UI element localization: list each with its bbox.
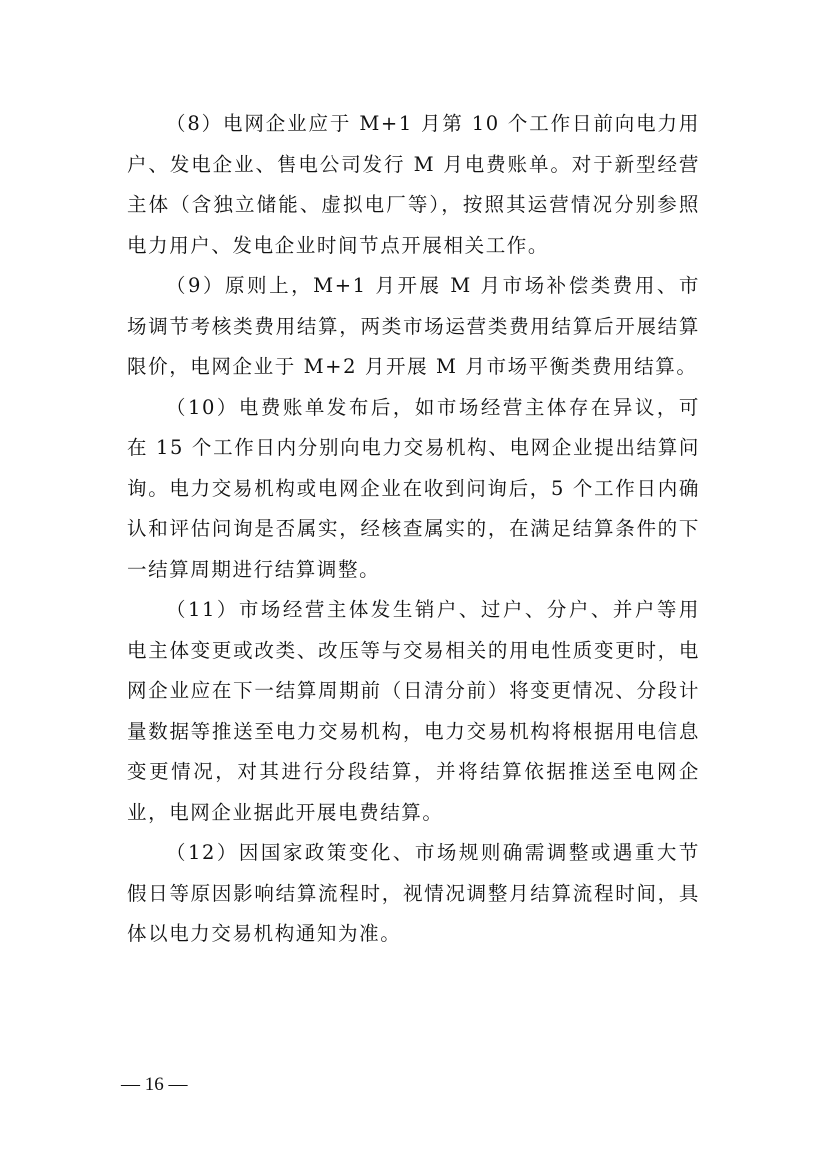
paragraph-11: （11）市场经营主体发生销户、过户、分户、并户等用电主体变更或改类、改压等与交易相关的用电性质变更时，电网企业应在下一结算周期前（日清分前）将变更情况、分段计量数据等推送至电力交易机构，电力交易机构将根据用电信息变更情况，对其进行分段结算，并将结算依据推送至电网企业，电网企业据此开展电费结算。: [127, 598, 700, 824]
paragraph-10: （10）电费账单发布后，如市场经营主体存在异议，可在 15 个工作日内分别向电力交易机构、电网企业提出结算问询。电力交易机构或电网企业在收到问询后，5 个工作日内确认和评估问询是否属实，经核查属实的，在满足结算条件的下一结算周期进行结算调整。: [127, 395, 700, 581]
paragraph-12: （12）因国家政策变化、市场规则确需调整或遇重大节假日等原因影响结算流程时，视情况调整月结算流程时间，具体以电力交易机构通知为准。: [127, 841, 700, 945]
paragraph-9: （9）原则上，M+1 月开展 M 月市场补偿类费用、市场调节考核类费用结算，两类市场运营类费用结算后开展结算限价，电网企业于 M+2 月开展 M 月市场平衡类费用结算。: [127, 274, 700, 378]
paragraph-8: （8）电网企业应于 M+1 月第 10 个工作日前向电力用户、发电企业、售电公司发行 M 月电费账单。对于新型经营主体（含独立储能、虚拟电厂等），按照其运营情况分别参照电力用户、发电企业时间节点开展相关工作。: [127, 112, 700, 257]
body-text: [127, 104, 700, 955]
page-number: — 16 —: [121, 1074, 188, 1095]
